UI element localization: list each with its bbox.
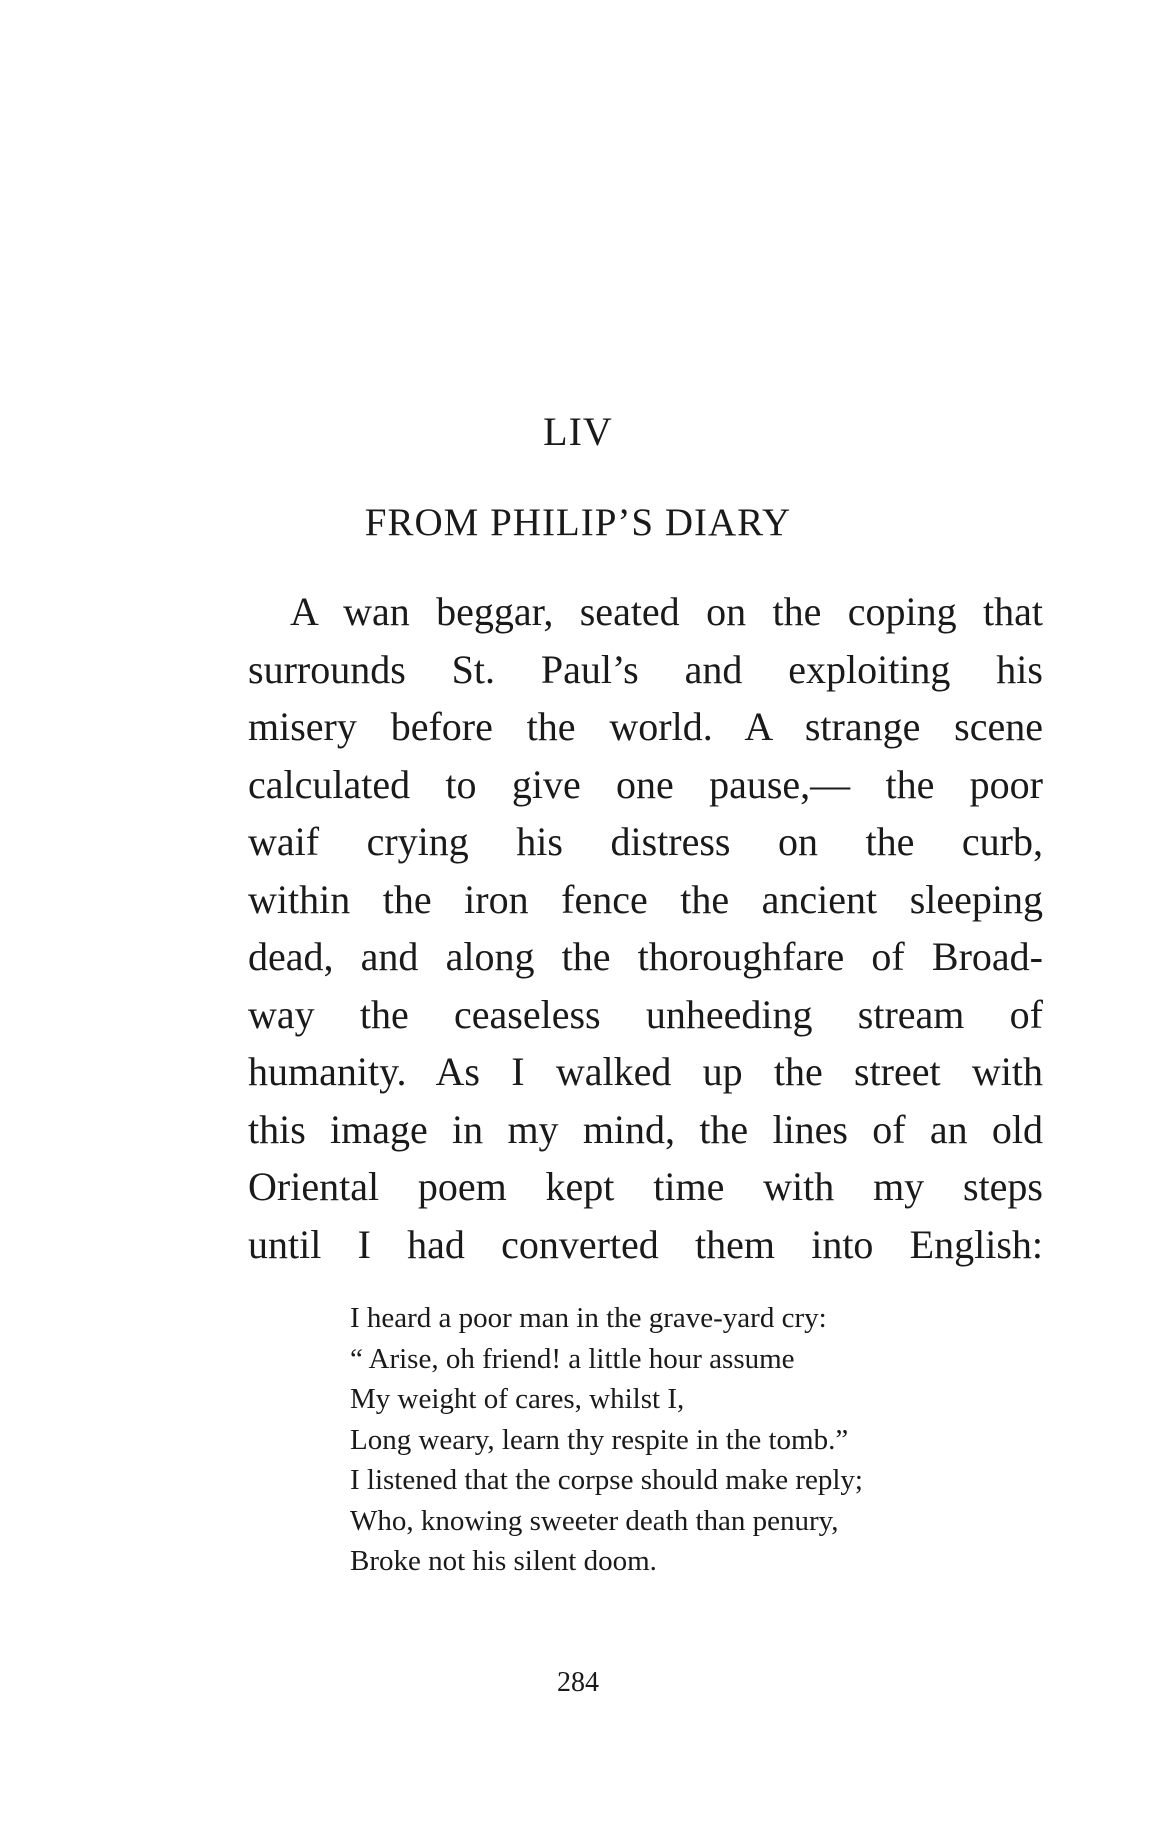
body-line: humanity. As I walked up the street with (248, 1049, 1043, 1094)
poem-line: I heard a poor man in the grave-yard cry: (350, 1302, 827, 1334)
body-line: within the iron fence the ancient sleeping (248, 876, 1043, 922)
body-line: until I had converted them into English: (248, 1221, 1043, 1267)
poem-block (350, 1298, 990, 1582)
poem-line: Long weary, learn thy respite in the tomb.” (350, 1423, 849, 1456)
body-line: waif crying his distress on the curb, (248, 819, 1043, 864)
poem-line: Broke not his silent doom. (350, 1545, 657, 1577)
body-line: dead, and along the thoroughfare of Broad- (248, 934, 1043, 979)
chapter-title: FROM PHILIP’S DIARY (364, 501, 792, 544)
body-line: calculated to give one pause,— the poor (248, 761, 1043, 807)
poem-line: Who, knowing sweeter death than penury, (350, 1504, 839, 1537)
chapter-number: LIV (543, 409, 613, 454)
poem-line: I listened that the corpse should make reply; (350, 1464, 863, 1496)
body-paragraph (248, 583, 1043, 1273)
body-line: way the ceaseless unheeding stream of (248, 991, 1043, 1037)
poem-line: My weight of cares, whilst I, (350, 1383, 685, 1415)
body-line: misery before the world. A strange scene (248, 704, 1043, 749)
body-line: this image in my mind, the lines of an old (248, 1106, 1043, 1152)
poem-line: “ Arise, oh friend! a little hour assume (350, 1342, 795, 1375)
body-line: A wan beggar, seated on the coping that (290, 589, 1043, 634)
page-number: 284 (557, 1667, 599, 1698)
body-line: surrounds St. Paul’s and exploiting his (248, 646, 1043, 692)
body-line: Oriental poem kept time with my steps (248, 1164, 1043, 1209)
